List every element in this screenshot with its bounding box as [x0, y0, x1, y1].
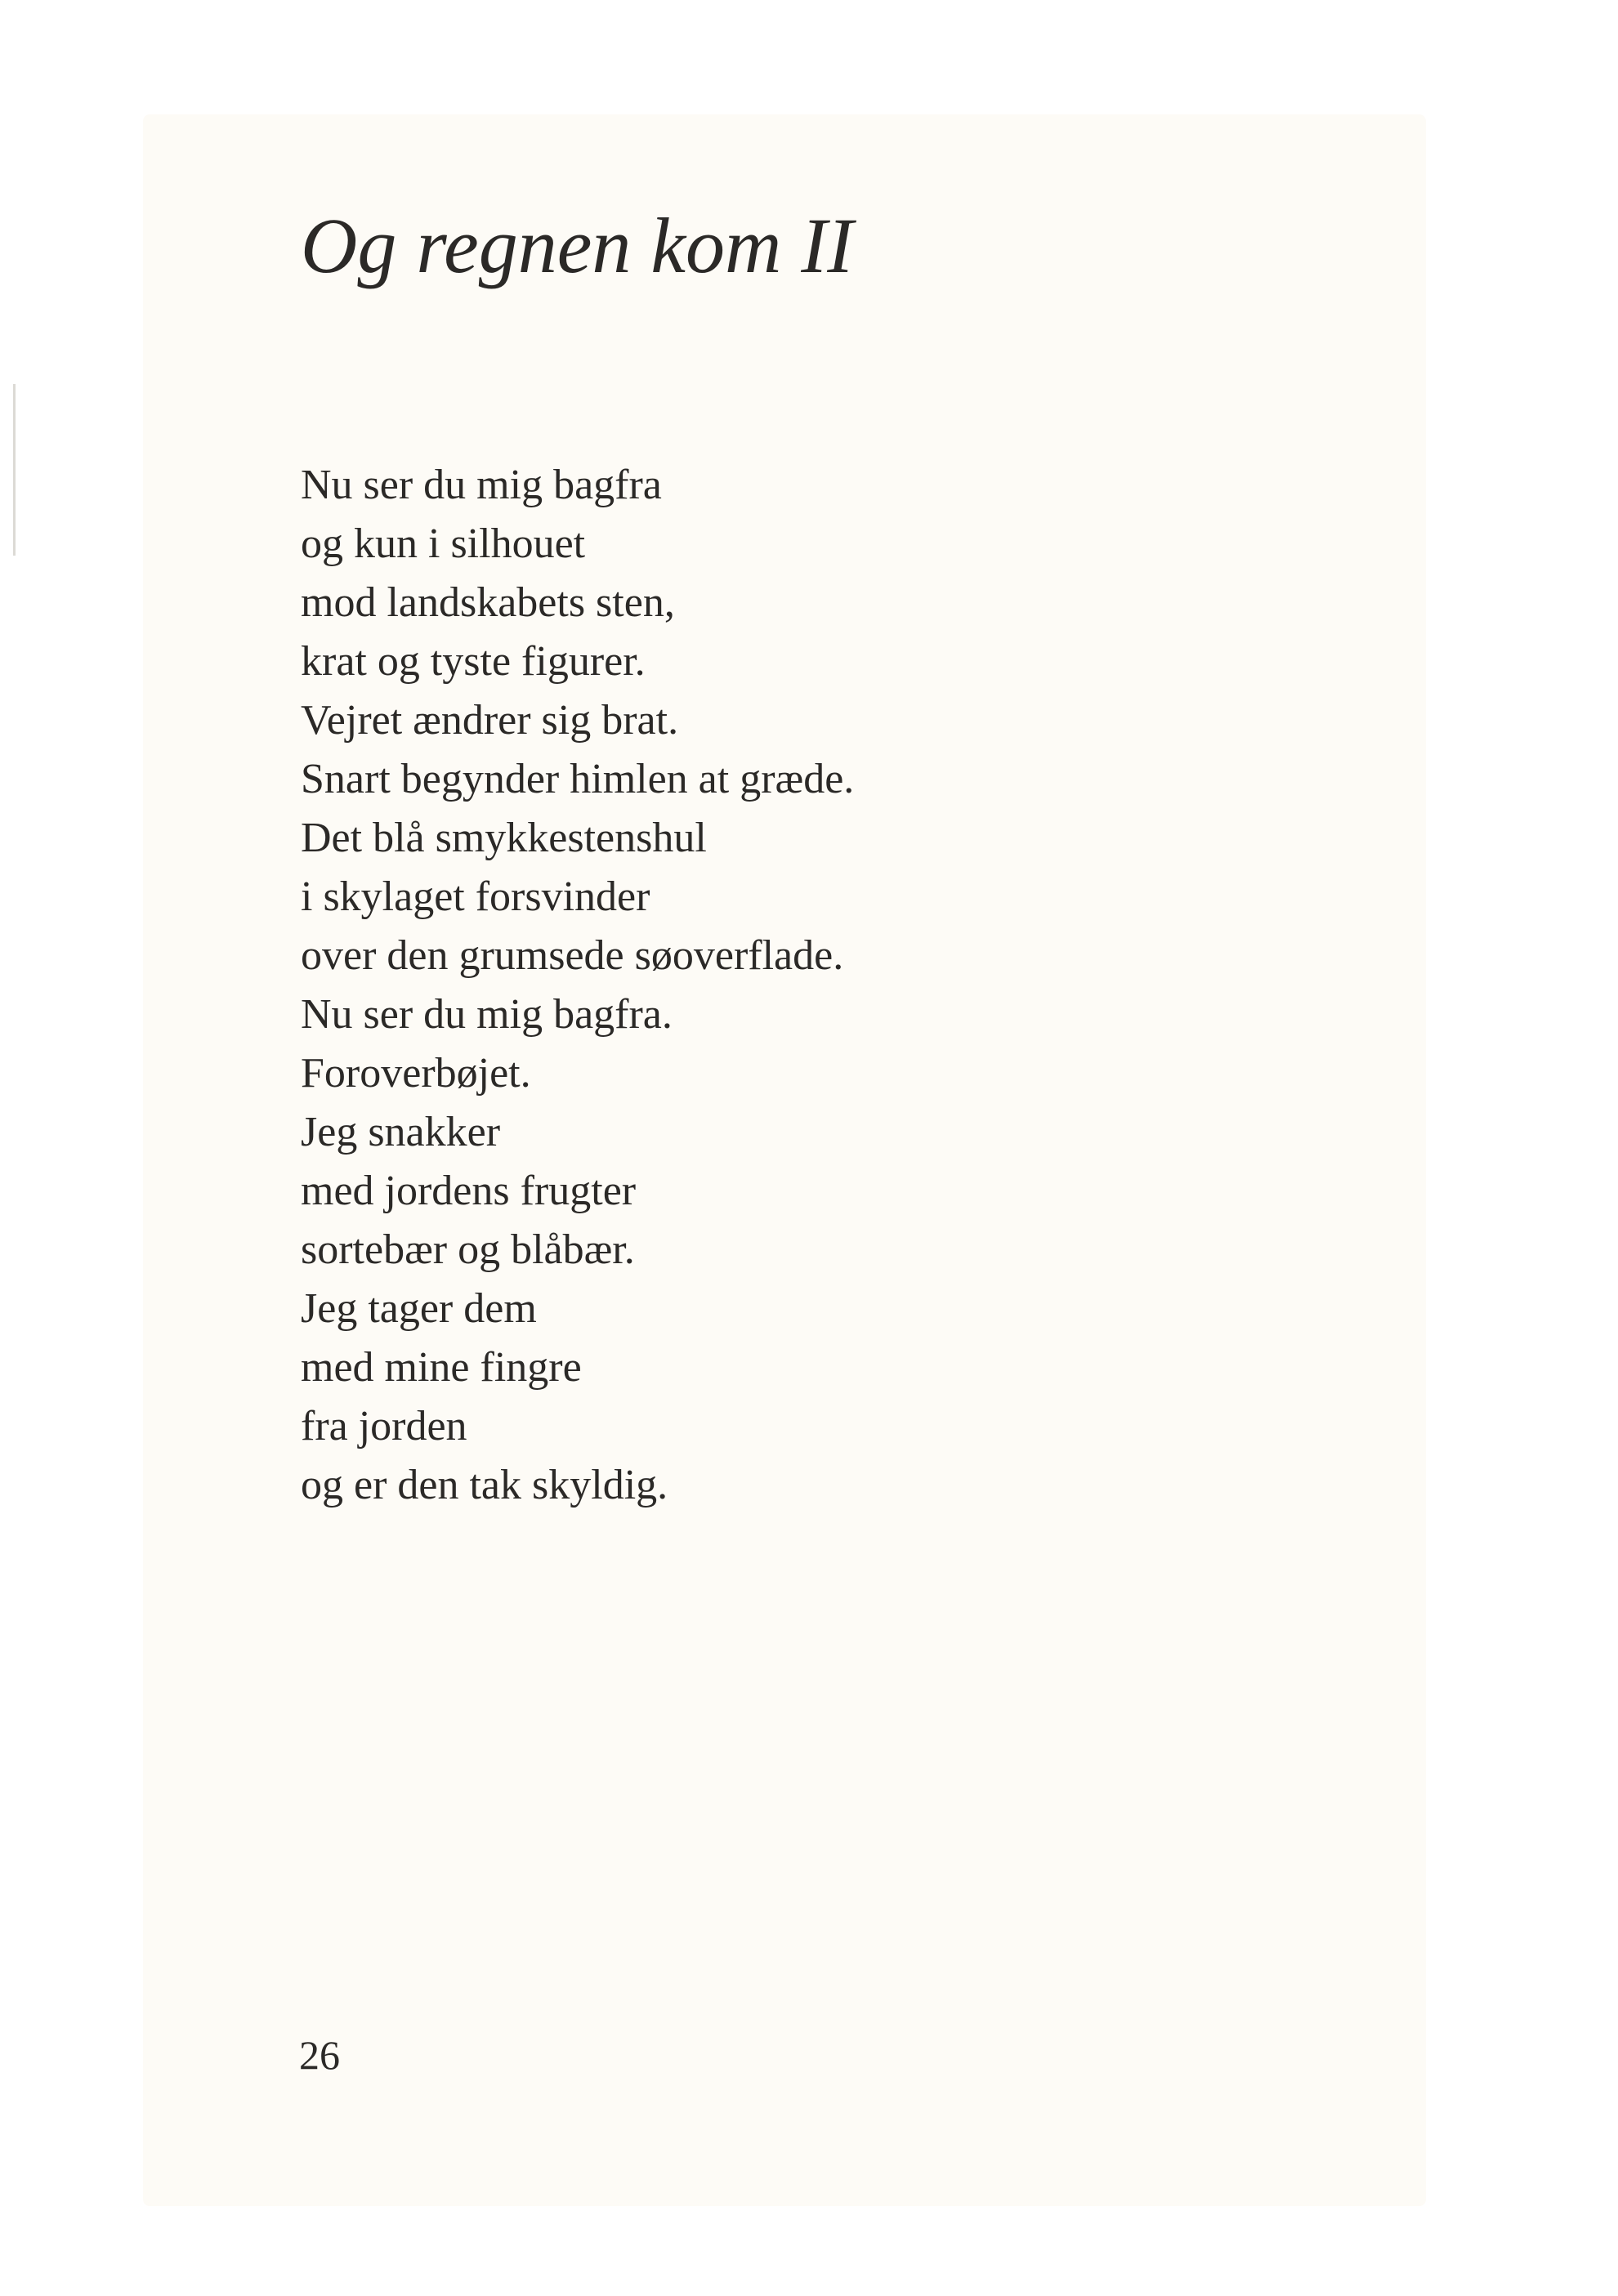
poem-line: Foroverbøjet. — [301, 1050, 531, 1097]
poem-line: og er den tak skyldig. — [301, 1462, 668, 1508]
poem-title: Og regnen kom II — [301, 202, 854, 289]
poem-line: Nu ser du mig bagfra. — [301, 991, 673, 1038]
poem-line: Nu ser du mig bagfra — [301, 462, 662, 508]
poem-line: og kun i silhouet — [301, 520, 586, 567]
poem-line: Det blå smykkestenshul — [301, 815, 707, 861]
poem-line: med jordens frugter — [301, 1168, 637, 1214]
poem-line: med mine fingre — [301, 1344, 582, 1391]
scan-edge-mark — [13, 384, 16, 556]
poem-line: krat og tyste figurer. — [301, 638, 646, 685]
poem-line: Snart begynder himlen at græde. — [301, 756, 855, 802]
poem-line: over den grumsede søoverflade. — [301, 932, 844, 979]
poem-line: fra jorden — [301, 1403, 467, 1450]
poem-line: Jeg tager dem — [301, 1285, 537, 1332]
poem-line: mod landskabets sten, — [301, 579, 675, 626]
poem-body — [301, 456, 854, 1515]
poem-line: Vejret ændrer sig brat. — [301, 697, 679, 744]
poem-line: Jeg snakker — [301, 1109, 501, 1155]
poem-line: sortebær og blåbær. — [301, 1226, 635, 1273]
page-number: 26 — [299, 2032, 340, 2078]
poem-line: i skylaget forsvinder — [301, 873, 650, 920]
